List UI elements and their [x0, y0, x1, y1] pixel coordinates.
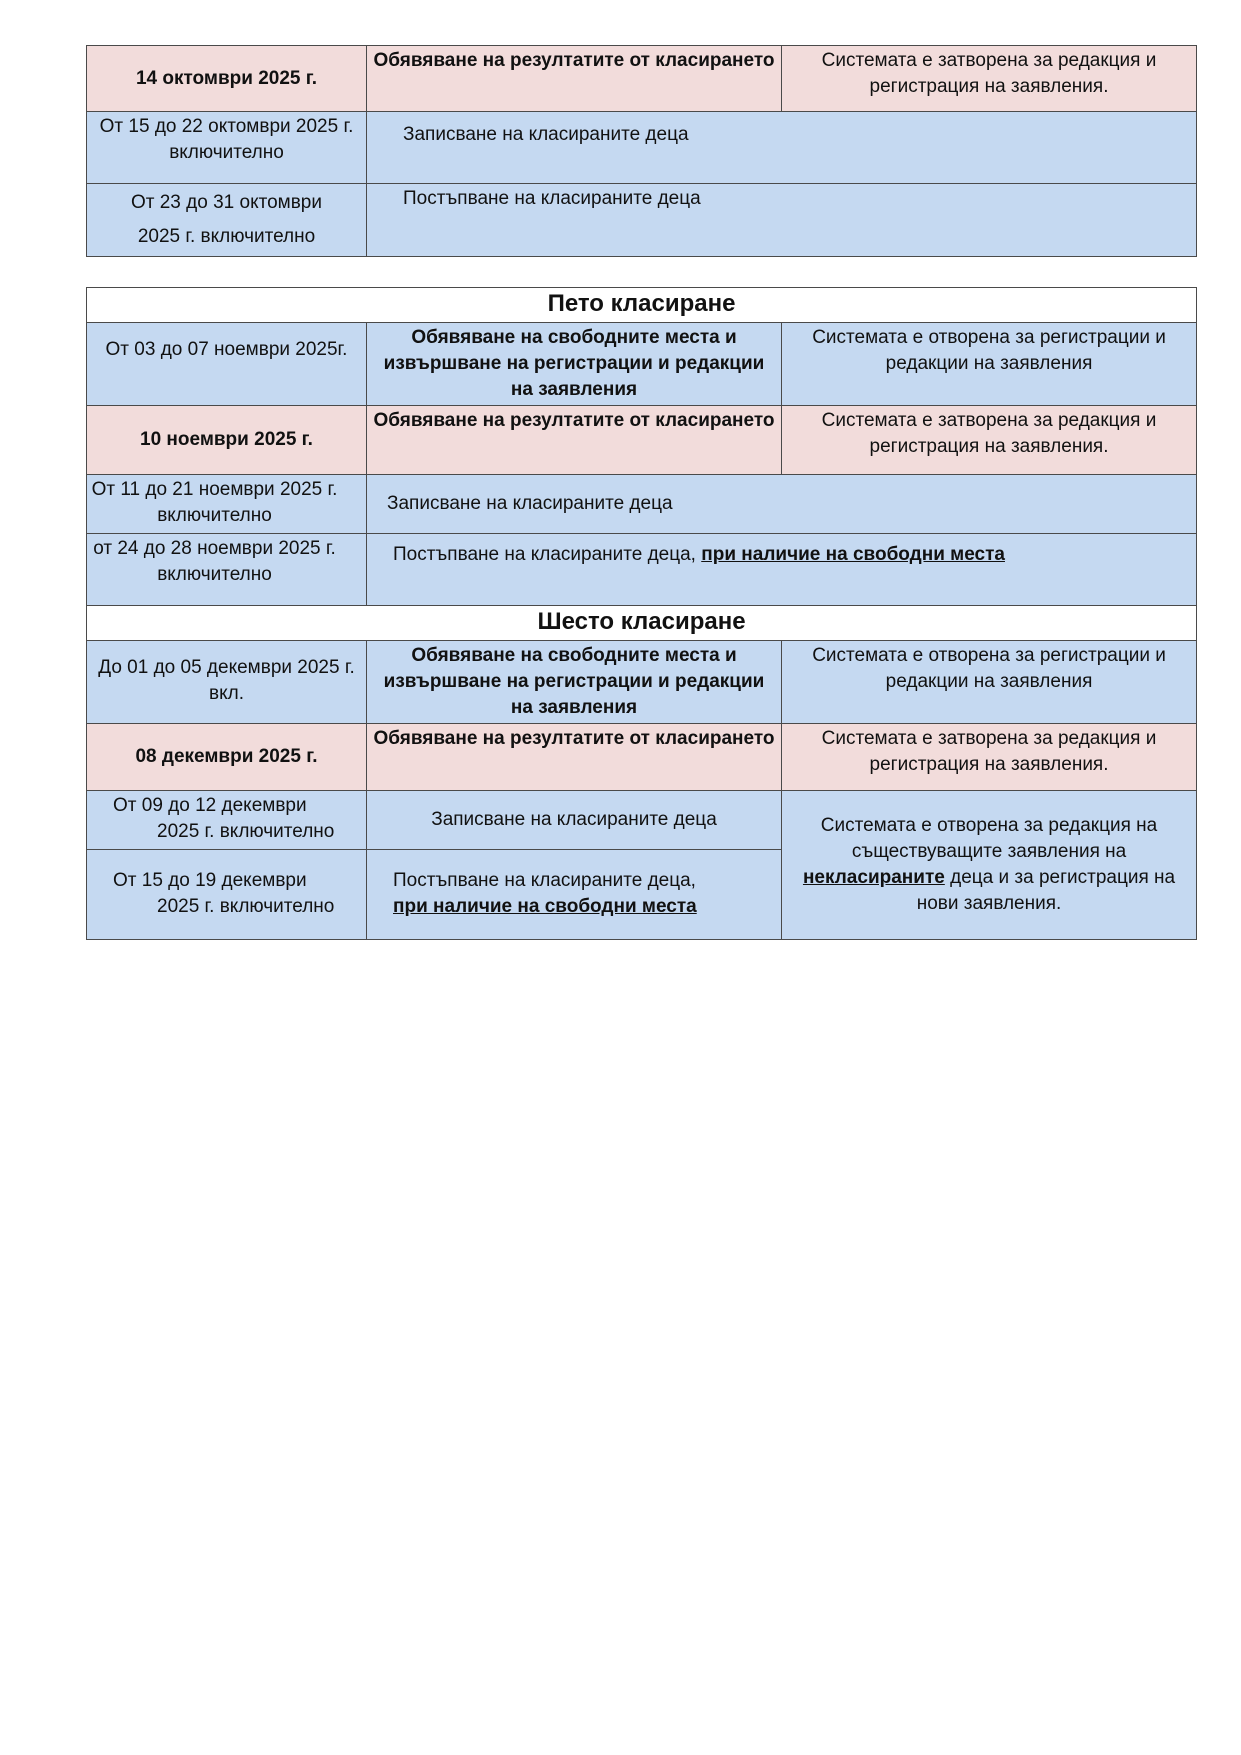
- event-cell: [367, 850, 782, 940]
- date-cell: 10 ноември 2025 г.: [87, 406, 367, 475]
- date-line: 2025 г. включително: [157, 821, 335, 842]
- table-row: [87, 184, 1197, 257]
- schedule-table-fifth-sixth: [86, 287, 1197, 940]
- section-heading-sixth: Шесто класиране: [87, 606, 1197, 641]
- event-emphasis: при наличие на свободни места: [701, 544, 1005, 565]
- event-cell: Обявяване на свободните места и извършване на регистрации и редакции на заявления: [367, 323, 782, 406]
- note-cell: Системата е отворена за регистрации и редакции на заявления: [782, 641, 1197, 724]
- event-cell: Записване на класираните деца: [367, 791, 782, 850]
- event-cell: Обявяване на резултатите от класирането: [367, 406, 782, 475]
- date-line: От 15 до 19 декември: [113, 870, 307, 891]
- schedule-table-continuation: [86, 45, 1197, 257]
- date-cell: [87, 791, 367, 850]
- section-heading-row: [87, 606, 1197, 641]
- event-cell: Обявяване на свободните места и извършване на регистрации и редакции на заявления: [367, 641, 782, 724]
- note-emphasis: некласираните: [802, 867, 945, 888]
- date-cell: До 01 до 05 декември 2025 г. вкл.: [87, 641, 367, 724]
- event-text: Постъпване на класираните деца,: [393, 870, 696, 891]
- date-line: 2025 г. включително: [157, 896, 335, 917]
- event-cell: Записване на класираните деца: [367, 112, 1197, 184]
- date-line: 2025 г. включително: [137, 226, 316, 247]
- table-row: [87, 323, 1197, 406]
- table-row: [87, 475, 1197, 534]
- date-line: От 09 до 12 декември: [113, 795, 307, 816]
- table-row: [87, 791, 1197, 850]
- date-cell: от 24 до 28 ноември 2025 г. включително: [87, 534, 367, 606]
- date-cell: От 03 до 07 ноември 2025г.: [87, 323, 367, 406]
- note-text: Системата е отворена за редакция на съществуващите заявления на: [820, 815, 1158, 862]
- table-row: [87, 724, 1197, 791]
- date-cell: [87, 184, 367, 257]
- table-row: [87, 641, 1197, 724]
- event-cell: Обявяване на резултатите от класирането: [367, 724, 782, 791]
- event-cell: Записване на класираните деца: [367, 475, 1197, 534]
- table-row: [87, 534, 1197, 606]
- table-row: [87, 112, 1197, 184]
- event-cell: [367, 534, 1197, 606]
- date-line: От 23 до 31 октомври: [130, 192, 322, 213]
- note-cell: Системата е затворена за редакция и регистрация на заявления.: [782, 46, 1197, 112]
- date-cell: 14 октомври 2025 г.: [87, 46, 367, 112]
- note-cell: Системата е затворена за редакция и регистрация на заявления.: [782, 406, 1197, 475]
- date-cell: [87, 850, 367, 940]
- note-cell: Системата е отворена за регистрации и редакции на заявления: [782, 323, 1197, 406]
- event-cell: Обявяване на резултатите от класирането: [367, 46, 782, 112]
- note-text: деца и за регистрация на нови заявления.: [916, 867, 1176, 914]
- table-row: [87, 46, 1197, 112]
- section-heading-fifth: Пето класиране: [87, 288, 1197, 323]
- date-cell: От 15 до 22 октомври 2025 г. включително: [87, 112, 367, 184]
- event-cell: Постъпване на класираните деца: [367, 184, 1197, 257]
- event-text: Постъпване на класираните деца,: [393, 544, 702, 565]
- note-cell-shared: [782, 791, 1197, 940]
- date-cell: 08 декември 2025 г.: [87, 724, 367, 791]
- event-emphasis: при наличие на свободни места: [393, 896, 697, 917]
- section-heading-row: [87, 288, 1197, 323]
- table-row: [87, 406, 1197, 475]
- date-cell: От 11 до 21 ноември 2025 г. включително: [87, 475, 367, 534]
- note-cell: Системата е затворена за редакция и регистрация на заявления.: [782, 724, 1197, 791]
